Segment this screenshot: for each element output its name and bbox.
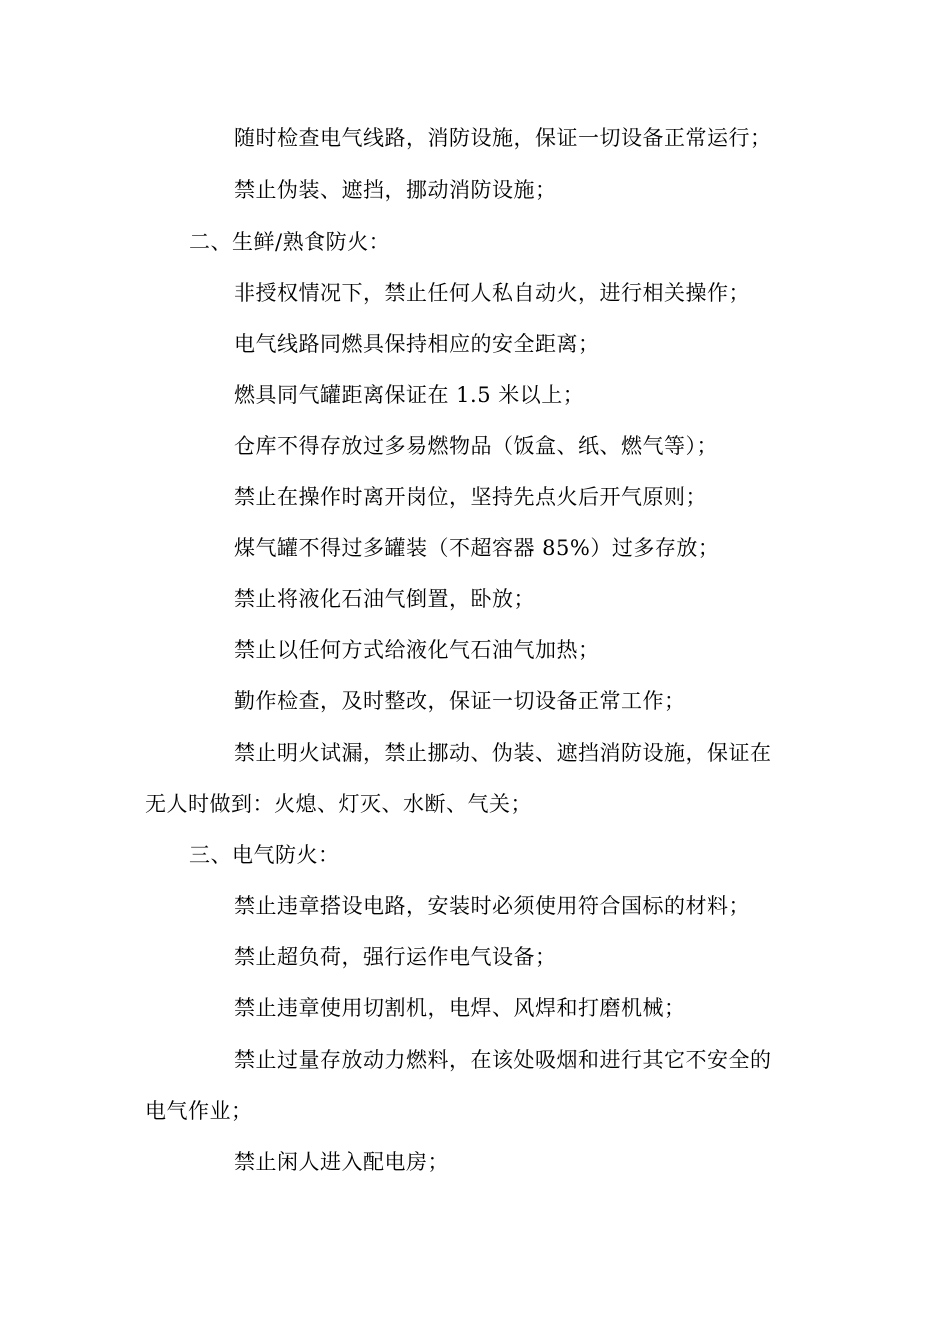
paragraph-line: 禁止明火试漏，禁止挪动、伪装、遮挡消防设施，保证在 [234, 741, 772, 765]
paragraph-line: 燃具同气罐距离保证在 1.5 米以上； [234, 383, 585, 407]
paragraph-line: 禁止违章搭设电路，安装时必须使用符合国标的材料； [234, 894, 750, 918]
paragraph-line: 禁止将液化石油气倒置，卧放； [234, 587, 535, 611]
paragraph-line: 禁止在操作时离开岗位，坚持先点火后开气原则； [234, 485, 707, 509]
paragraph-line: 勤作检查，及时整改，保证一切设备正常工作； [234, 689, 686, 713]
paragraph-line: 煤气罐不得过多罐装（不超容器 85%）过多存放； [234, 536, 720, 560]
paragraph-line: 随时检查电气线路，消防设施，保证一切设备正常运行； [234, 126, 772, 150]
paragraph-line: 无人时做到：火熄、灯灭、水断、气关； [145, 792, 532, 816]
section-heading: 二、生鲜/熟食防火： [189, 230, 391, 254]
paragraph-line: 禁止伪装、遮挡，挪动消防设施； [234, 178, 557, 202]
paragraph-line: 禁止闲人进入配电房； [234, 1150, 449, 1174]
section-heading: 三、电气防火： [189, 843, 340, 867]
paragraph-line: 禁止违章使用切割机，电焊、风焊和打磨机械； [234, 996, 686, 1020]
paragraph-line: 禁止超负荷，强行运作电气设备； [234, 945, 557, 969]
paragraph-line: 电气线路同燃具保持相应的安全距离； [234, 332, 600, 356]
paragraph-line: 电气作业； [145, 1099, 253, 1123]
paragraph-line: 禁止过量存放动力燃料，在该处吸烟和进行其它不安全的 [234, 1048, 772, 1072]
paragraph-line: 非授权情况下，禁止任何人私自动火，进行相关操作； [234, 281, 750, 305]
paragraph-line: 仓库不得存放过多易燃物品（饭盒、纸、燃气等）； [234, 434, 718, 458]
paragraph-line: 禁止以任何方式给液化气石油气加热； [234, 638, 600, 662]
